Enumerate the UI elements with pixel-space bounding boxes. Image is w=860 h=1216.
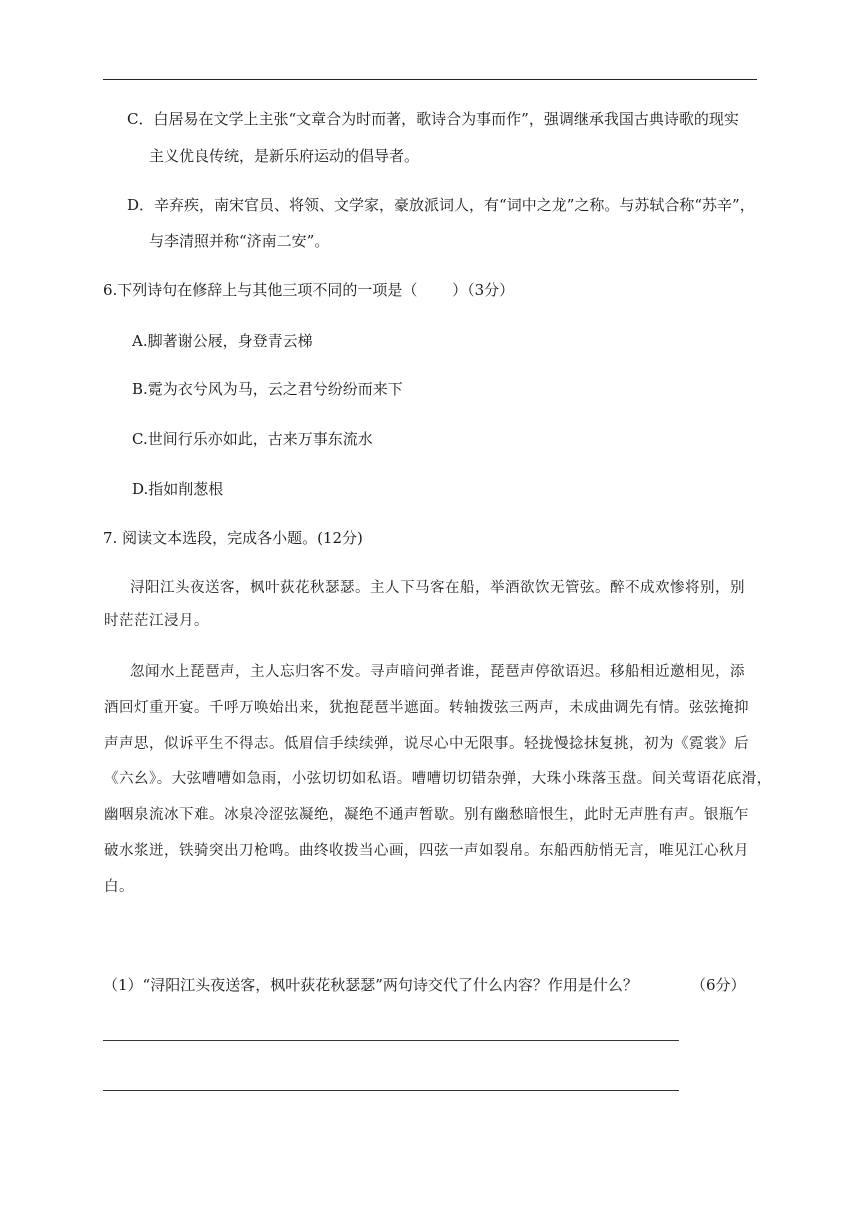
q5-option-c-line1: C．白居易在文学上主张“文章合为时而著，歌诗合为事而作”，强调继承我国古典诗歌的现实 — [127, 110, 739, 128]
passage-p2-line: 忽闻水上琵琶声，主人忘归客不发。寻声暗问弹者谁，琵琶声停欲语迟。移船相近邀相见，添 — [130, 664, 745, 680]
passage-p2-line: 酒回灯重开宴。千呼万唤始出来，犹抱琵琶半遮面。转轴拨弦三两声，未成曲调先有情。弦弦掩抑 — [104, 700, 749, 716]
answer-line[interactable] — [103, 1040, 679, 1041]
q6-option-a: A.脚著谢公屐，身登青云梯 — [132, 332, 313, 350]
q7-sub1-question: （1）“浔阳江头夜送客，枫叶荻花秋瑟瑟”两句诗交代了什么内容？作用是什么？ — [103, 976, 638, 994]
passage-p2-line: 白。 — [104, 879, 134, 895]
q5-option-d-line1: D．辛弃疾，南宋官员、将领、文学家，豪放派词人，有“词中之龙”之称。与苏轼合称“苏辛”， — [127, 196, 755, 214]
passage-p2-line: 《六幺》。大弦嘈嘈如急雨，小弦切切如私语。嘈嘈切切错杂弹，大珠小珠落玉盘。间关莺语花底滑， — [104, 771, 772, 787]
q6-option-c: C.世间行乐亦如此，古来万事东流水 — [132, 430, 373, 448]
q5-option-c-line2: 主义优良传统，是新乐府运动的倡导者。 — [149, 147, 420, 165]
answer-line[interactable] — [103, 1090, 679, 1091]
q7-stem: 7. 阅读文本选段，完成各小题。(12分) — [103, 529, 363, 547]
q6-stem: 6.下列诗句在修辞上与其他三项不同的一项是（ ）（3分） — [103, 281, 515, 299]
passage-p2-line: 幽咽泉流冰下难。冰泉冷涩弦凝绝，凝绝不通声暂歇。别有幽愁暗恨生，此时无声胜有声。银瓶乍 — [104, 807, 749, 823]
q7-sub1-points: （6分） — [691, 976, 746, 994]
passage-p2-line: 破水浆迸，铁骑突出刀枪鸣。曲终收拨当心画，四弦一声如裂帛。东船西舫悄无言，唯见江心秋月 — [104, 843, 749, 859]
passage-p1-line: 时茫茫江浸月。 — [104, 613, 209, 629]
passage-p2-line: 声声思，似诉平生不得志。低眉信手续续弹，说尽心中无限事。轻拢慢捻抹复挑，初为《霓裳》后 — [104, 736, 749, 752]
q5-option-d-line2: 与李清照并称“济南二安”。 — [149, 232, 330, 250]
q6-option-b: B.霓为衣兮风为马，云之君兮纷纷而来下 — [132, 380, 403, 398]
passage-p1-line: 浔阳江头夜送客，枫叶荻花秋瑟瑟。主人下马客在船，举酒欲饮无管弦。醉不成欢惨将别，别 — [130, 580, 745, 596]
q6-option-d: D.指如削葱根 — [132, 480, 224, 498]
header-rule — [103, 79, 757, 80]
